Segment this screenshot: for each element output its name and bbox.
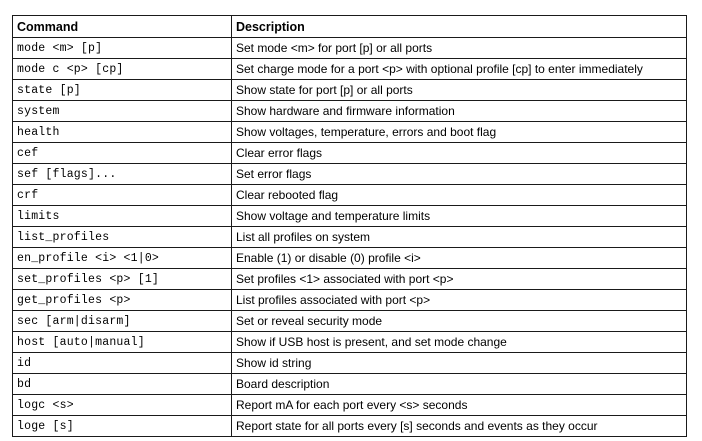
table-row xyxy=(13,59,687,80)
command-cell: loge [s] xyxy=(13,416,232,437)
table-row xyxy=(13,248,687,269)
description-cell: Set profiles <1> associated with port <p> xyxy=(232,269,687,290)
table-row xyxy=(13,185,687,206)
command-cell: list_profiles xyxy=(13,227,232,248)
description-cell: Clear rebooted flag xyxy=(232,185,687,206)
command-cell: mode c <p> [cp] xyxy=(13,59,232,80)
command-cell: sef [flags]... xyxy=(13,164,232,185)
command-column-header: Command xyxy=(13,16,232,38)
table-row xyxy=(13,311,687,332)
table-row xyxy=(13,101,687,122)
table-row xyxy=(13,353,687,374)
command-cell: id xyxy=(13,353,232,374)
table-row xyxy=(13,374,687,395)
description-cell: Show voltages, temperature, errors and boot flag xyxy=(232,122,687,143)
description-cell: Enable (1) or disable (0) profile <i> xyxy=(232,248,687,269)
command-cell: system xyxy=(13,101,232,122)
command-cell: logc <s> xyxy=(13,395,232,416)
command-cell: sec [arm|disarm] xyxy=(13,311,232,332)
command-cell: cef xyxy=(13,143,232,164)
command-cell: health xyxy=(13,122,232,143)
description-cell: Show hardware and firmware information xyxy=(232,101,687,122)
command-cell: en_profile <i> <1|0> xyxy=(13,248,232,269)
table-row xyxy=(13,332,687,353)
description-cell: Report mA for each port every <s> seconds xyxy=(232,395,687,416)
description-cell: Report state for all ports every [s] seconds and events as they occur xyxy=(232,416,687,437)
description-cell: Set or reveal security mode xyxy=(232,311,687,332)
command-cell: mode <m> [p] xyxy=(13,38,232,59)
table-row xyxy=(13,164,687,185)
description-cell: Set error flags xyxy=(232,164,687,185)
table-row xyxy=(13,143,687,164)
description-cell: Show voltage and temperature limits xyxy=(232,206,687,227)
table-row xyxy=(13,122,687,143)
description-cell: List profiles associated with port <p> xyxy=(232,290,687,311)
command-reference-table xyxy=(12,15,687,437)
table-row xyxy=(13,38,687,59)
table-row xyxy=(13,206,687,227)
description-cell: Show state for port [p] or all ports xyxy=(232,80,687,101)
command-cell: state [p] xyxy=(13,80,232,101)
description-cell: Set mode <m> for port [p] or all ports xyxy=(232,38,687,59)
description-cell: Clear error flags xyxy=(232,143,687,164)
table-row xyxy=(13,290,687,311)
command-cell: get_profiles <p> xyxy=(13,290,232,311)
description-column-header: Description xyxy=(232,16,687,38)
command-cell: host [auto|manual] xyxy=(13,332,232,353)
table-row xyxy=(13,227,687,248)
description-cell: Board description xyxy=(232,374,687,395)
description-cell: Show id string xyxy=(232,353,687,374)
table-row xyxy=(13,416,687,437)
table-row xyxy=(13,269,687,290)
description-cell: List all profiles on system xyxy=(232,227,687,248)
description-cell: Show if USB host is present, and set mode change xyxy=(232,332,687,353)
description-cell: Set charge mode for a port <p> with optional profile [cp] to enter immediately xyxy=(232,59,687,80)
command-cell: limits xyxy=(13,206,232,227)
command-cell: crf xyxy=(13,185,232,206)
table-header-row xyxy=(13,16,687,38)
table-row xyxy=(13,395,687,416)
table-row xyxy=(13,80,687,101)
command-cell: bd xyxy=(13,374,232,395)
command-cell: set_profiles <p> [1] xyxy=(13,269,232,290)
